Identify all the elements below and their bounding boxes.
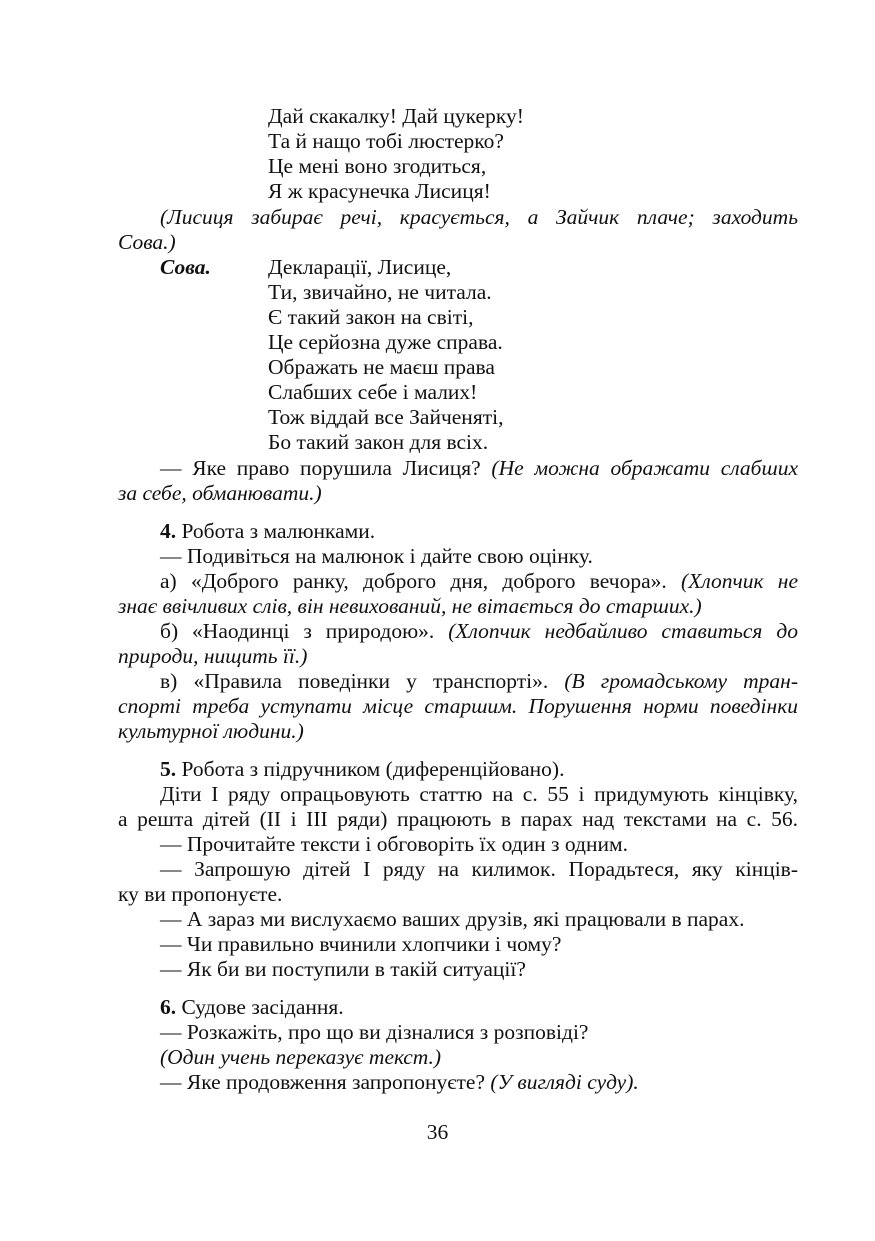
page-number: 36 xyxy=(426,1120,449,1144)
verse-line: Декларації, Лисице, xyxy=(268,255,452,279)
question-text: — Яке продовження запропонуєте? xyxy=(160,1070,491,1094)
speaker-name: Сова. xyxy=(160,255,211,279)
body-line: Діти І ряду опрацьовують статтю на с. 55 і придумують кінцівку, xyxy=(160,782,798,806)
section-heading xyxy=(160,757,798,782)
item-note: (Хлопчик не xyxy=(681,569,798,593)
question-line xyxy=(160,456,798,481)
body-line: — Запрошую дітей І ряду на килимок. Порадьтеся, яку кінців- xyxy=(160,857,798,881)
body-line xyxy=(160,1070,798,1095)
prompt-line: — Подивіться на малюнок і дайте свою оцінку. xyxy=(160,544,593,568)
item-text: в) «Правила поведінки у транспорті». xyxy=(160,669,565,693)
answer-note: (Не можна ображати слабших xyxy=(491,456,798,480)
item-line xyxy=(160,669,798,694)
section-number: 6. xyxy=(160,995,177,1019)
body-line: — А зараз ми вислухаємо ваших друзів, які працювали в парах. xyxy=(160,907,745,931)
item-note: природи, нищить її.) xyxy=(118,644,308,668)
stage-direction: (Лисиця забирає речі, красується, а Зайчик плаче; заходить xyxy=(160,205,798,229)
item-note: знає ввічливих слів, він невихований, не вітається до старших.) xyxy=(118,594,702,618)
body-line: — Як би ви поступили в такій ситуації? xyxy=(160,957,526,981)
item-text: а) «Доброго ранку, доброго дня, доброго вечора». xyxy=(160,569,682,593)
answer-note: (У вигляді суду). xyxy=(490,1070,639,1094)
item-note: спорті треба уступати місце старшим. Порушення норми поведінки xyxy=(118,694,798,718)
section-title: Робота з малюнками. xyxy=(176,519,376,543)
answer-note: за себе, обманювати.) xyxy=(118,481,322,505)
body-line: — Прочитайте тексти і обговоріть їх один з одним. xyxy=(160,832,628,856)
question-text: — Яке право порушила Лисиця? xyxy=(160,456,492,480)
item-note: (В громадському тран- xyxy=(564,669,798,693)
body-line: — Чи правильно вчинили хлопчики і чому? xyxy=(160,932,562,956)
verse-line: Я ж красунечка Лисиця! xyxy=(268,179,491,203)
section-title: Судове засідання. xyxy=(176,995,344,1019)
verse-line: Ти, звичайно, не читала. xyxy=(268,280,492,304)
body-line: а решта дітей (ІІ і ІІІ ряди) працюють в парах над текстами на с. 56. xyxy=(118,807,798,831)
verse-line: Бо такий закон для всіх. xyxy=(268,430,489,454)
item-text: б) «Наодинці з природою». xyxy=(160,619,449,643)
body-line: — Розкажіть, про що ви дізналися з розповіді? xyxy=(160,1020,589,1044)
section-number: 5. xyxy=(160,757,177,781)
item-line xyxy=(160,569,798,594)
section-number: 4. xyxy=(160,519,177,543)
stage-direction: Сова.) xyxy=(118,230,176,254)
verse-line: Слабших себе і малих! xyxy=(268,380,478,404)
verse-line: Є такий закон на світі, xyxy=(268,305,474,329)
section-heading xyxy=(160,995,798,1020)
item-note: культурної людини.) xyxy=(118,719,304,743)
section-title: Робота з підручником (диференційовано). xyxy=(176,757,565,781)
item-line xyxy=(160,619,798,644)
verse-line: Це серйозна дуже справа. xyxy=(268,330,503,354)
verse-line: Ображать не маєш права xyxy=(268,355,495,379)
verse-line: Дай скакалку! Дай цукерку! xyxy=(268,104,524,128)
body-line: ку ви пропонуєте. xyxy=(118,882,283,906)
verse-line: Це мені воно згодиться, xyxy=(268,154,487,178)
verse-line: Та й нащо тобі люстерко? xyxy=(268,129,504,153)
section-heading xyxy=(160,519,798,544)
stage-direction: (Один учень переказує текст.) xyxy=(160,1045,442,1069)
verse-line: Тож віддай все Зайченяті, xyxy=(268,405,504,429)
item-note: (Хлопчик недбайливо ставиться до xyxy=(448,619,798,643)
